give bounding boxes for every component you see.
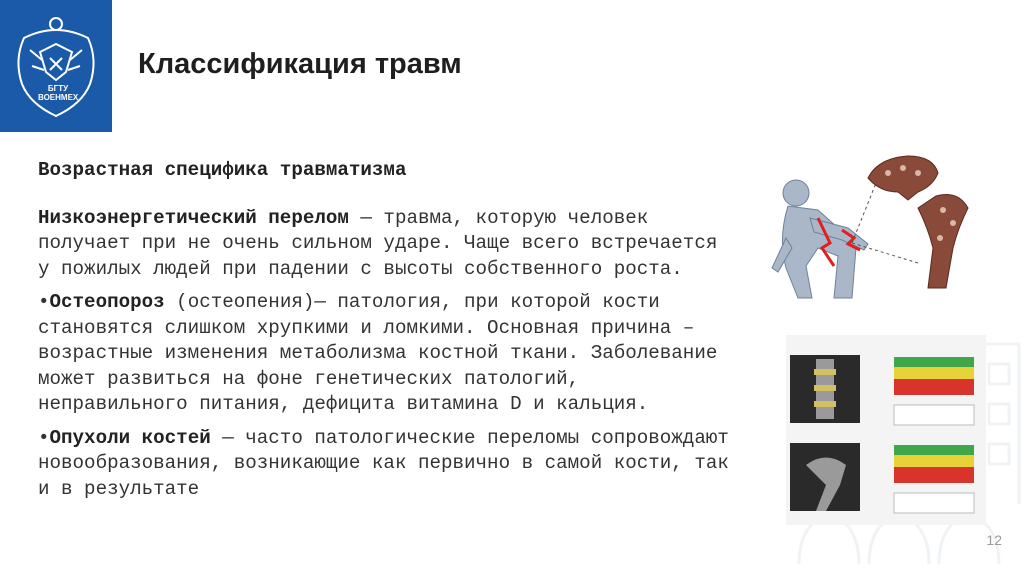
slide-title: Классификация травм [138, 48, 462, 80]
section-subheading: Возрастная специфика травматизма [38, 159, 407, 181]
bullet: • [38, 291, 50, 313]
term-osteoporosis: Остеопороз [49, 291, 165, 313]
slide-content [38, 158, 738, 510]
term-bone-tumors: Опухоли костей [49, 426, 211, 449]
eagle-emblem-icon [0, 0, 112, 132]
hip-fracture-illustration [768, 148, 978, 308]
paragraph-osteoporosis [38, 290, 738, 418]
paragraph-bone-tumors [38, 426, 738, 503]
definition-low-energy-fracture: — травма, которую человек получает при не очень сильном ударе. Чаще всего встречается у пожилых людей при падении с высоты собственного роста. [38, 206, 718, 280]
paragraph-low-energy-fracture [38, 206, 738, 283]
densitometry-report-image [786, 335, 986, 525]
definition-osteoporosis: (остеопения)— патология, при которой кости становятся слишком хрупкими и ломкими. Основная причина – возрастные изменения метаболизма костной ткани. Заболевание может развиться на фоне генетических патологий, неправильного питания, дефицита витамина D и кальция. [38, 291, 718, 415]
university-logo [0, 0, 112, 132]
logo-text: БГТУ ВОЕНМЕХ [38, 84, 79, 102]
bullet: • [38, 426, 50, 449]
term-low-energy-fracture: Низкоэнергетический перелом [38, 206, 349, 229]
definition-bone-tumors: — часто патологические переломы сопровождают новообразования, возникающие как первично в самой кости, так и в результате [38, 426, 729, 500]
page-number: 12 [986, 532, 1002, 548]
